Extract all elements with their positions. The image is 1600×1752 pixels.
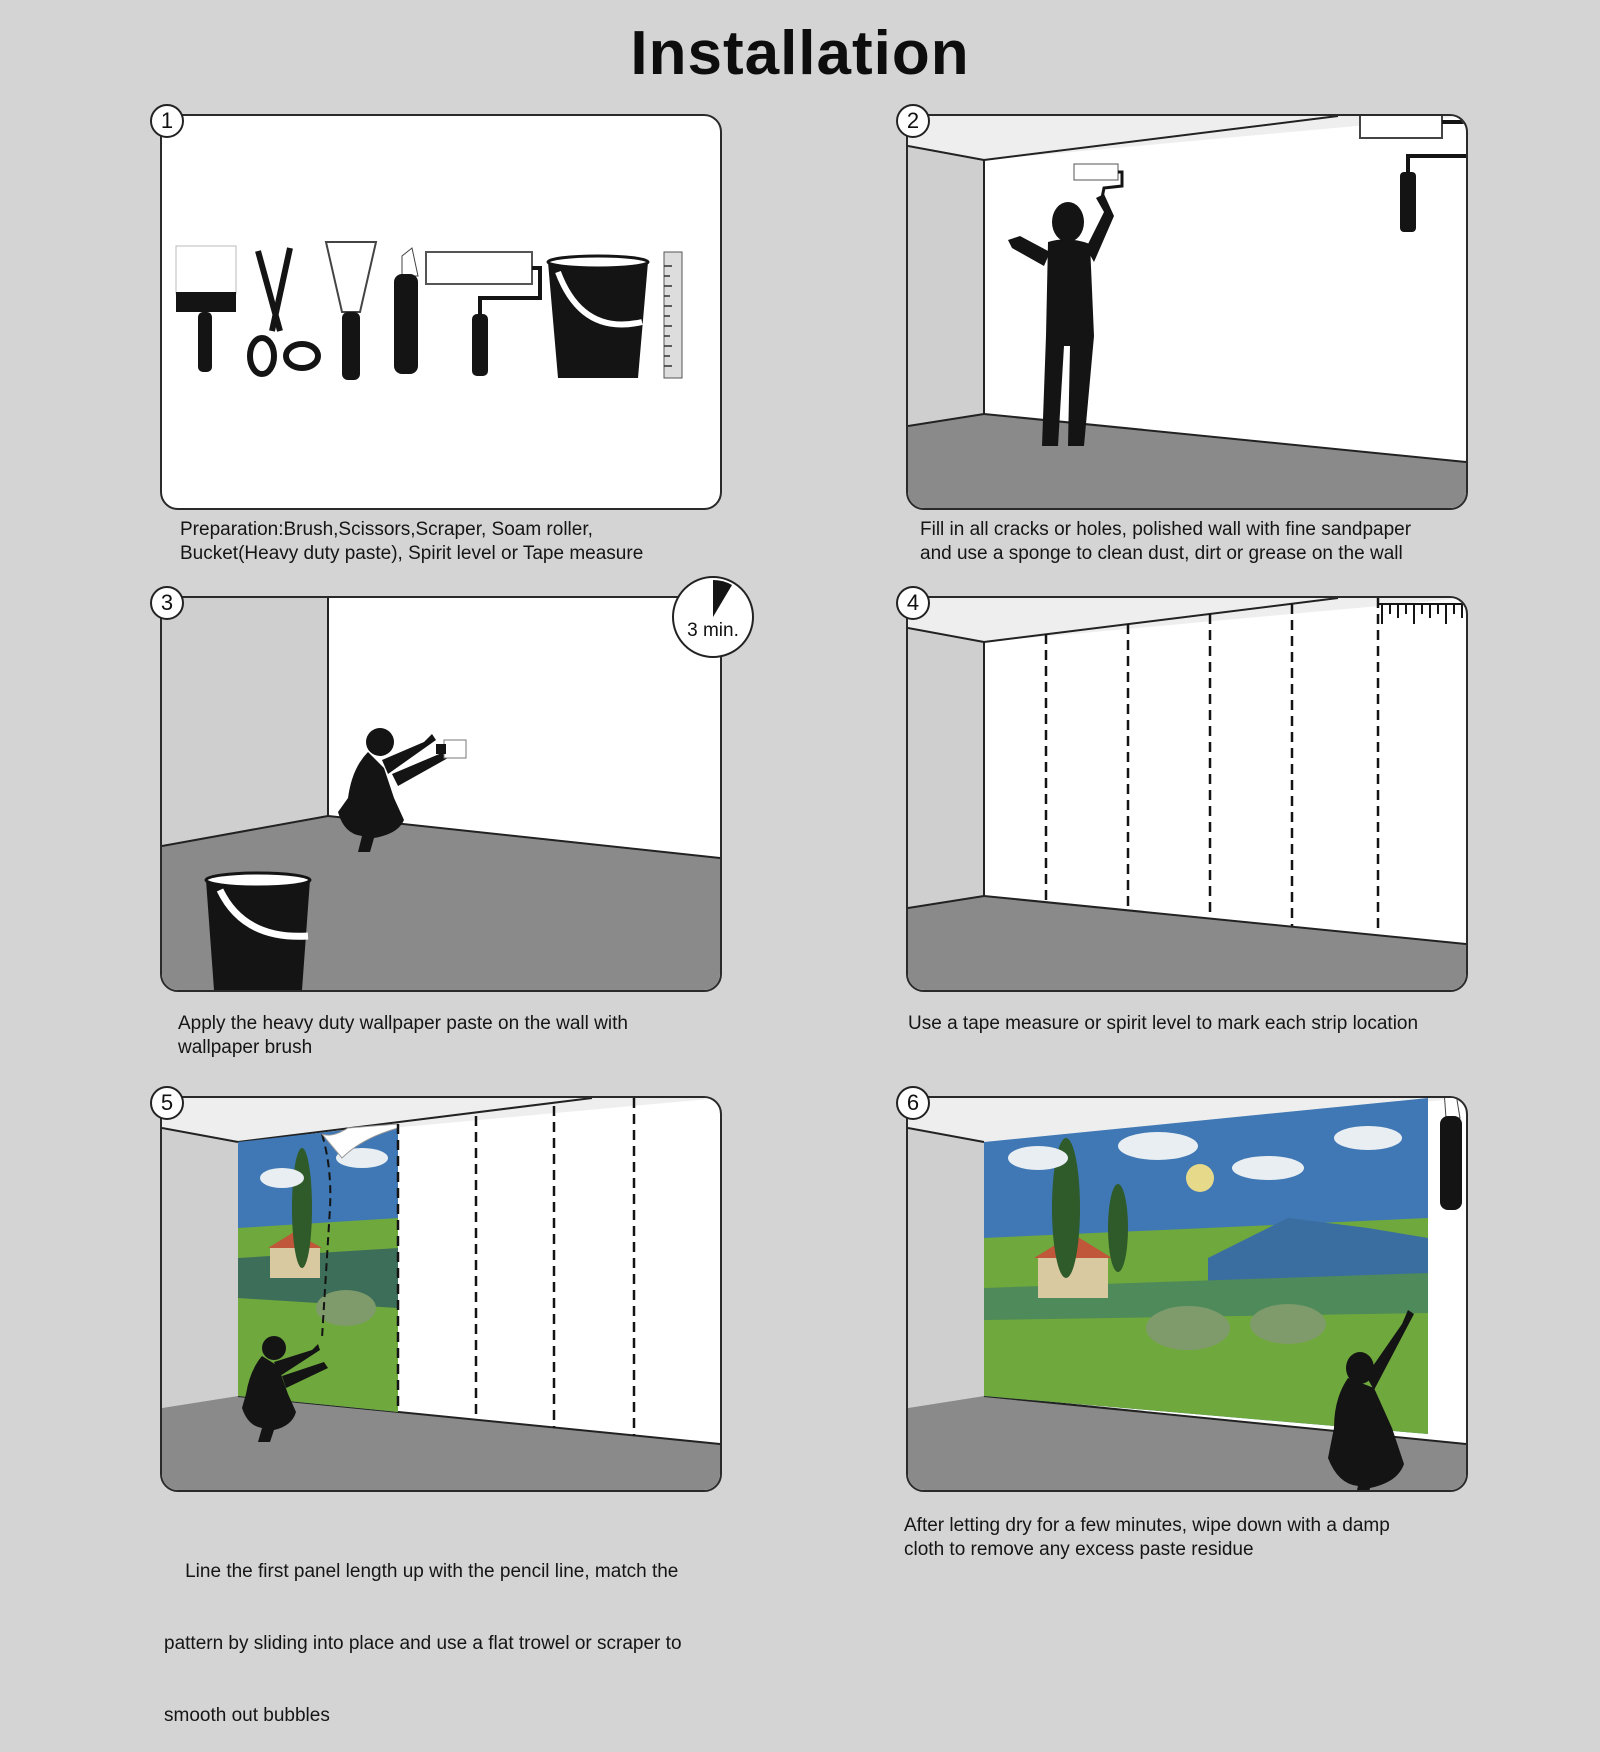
step-3-caption [178,1012,628,1060]
caption-line: wallpaper brush [178,1037,313,1058]
caption-line: Fill in all cracks or holes, polished wall with fine sandpaper [920,519,1412,540]
step-number-badge: 2 [896,104,930,138]
step-number-badge: 1 [150,104,184,138]
finished-mural-illustration [908,1098,1466,1490]
step-number-badge: 3 [150,586,184,620]
step-5-panel [160,1090,722,1492]
step-6-caption [904,1514,1390,1562]
step-6-panel [906,1090,1468,1492]
step-1-caption [180,518,643,566]
step-1-panel [160,108,722,510]
caption-line: Apply the heavy duty wallpaper paste on the wall with [178,1013,628,1034]
caption-line: After letting dry for a few minutes, wipe down with a damp [904,1515,1390,1536]
step-2-caption [920,518,1411,566]
caption-line: Line the first panel length up with the pencil line, match the [164,1561,679,1582]
step-number-badge: 5 [150,1086,184,1120]
paste-application-illustration [162,598,720,990]
timer-label: 3 min. [687,620,739,641]
roller-icon [426,252,540,376]
caption-line: Use a tape measure or spirit level to mark each strip location [908,1013,1419,1034]
caption-line: Bucket(Heavy duty paste), Spirit level or Tape measure [180,543,644,564]
tools-illustration [162,116,720,508]
page-title: Installation [630,19,970,88]
caption-line: cloth to remove any excess paste residue [904,1539,1254,1560]
step-number-badge: 6 [896,1086,930,1120]
room-sanding-illustration [908,116,1466,508]
first-panel-illustration [162,1098,720,1490]
caption-line: smooth out bubbles [164,1705,330,1726]
step-number-badge: 4 [896,586,930,620]
ruler-icon [664,252,682,378]
paste-bucket-icon [206,873,310,990]
strip-marking-illustration [908,598,1466,990]
caption-line: and use a sponge to clean dust, dirt or grease on the wall [920,543,1403,564]
step-5-caption [164,1512,682,1752]
timer-icon [672,576,754,658]
strip-guide-lines [398,1098,634,1436]
small-roller-icon [1074,164,1122,198]
bucket-icon [548,256,648,378]
paint-roller-icon [1360,116,1466,232]
scraper-knife-icon [1440,1098,1462,1210]
scissors-icon [250,248,318,374]
caption-line: pattern by sliding into place and use a flat trowel or scraper to [164,1633,682,1654]
caption-line: Preparation:Brush,Scissors,Scraper, Soam roller, [180,519,593,540]
scraper-icon [326,242,376,380]
knife-icon [394,248,418,374]
step-2-panel [906,108,1468,510]
step-4-panel [906,590,1468,992]
person-silhouette [1008,194,1114,446]
strip-guide-lines [1046,598,1378,934]
brush-icon [176,246,236,372]
tape-measure-icon [1378,604,1466,624]
step-3-panel [160,590,739,992]
step-4-caption [908,1012,1418,1036]
timer-wedge [674,578,752,656]
